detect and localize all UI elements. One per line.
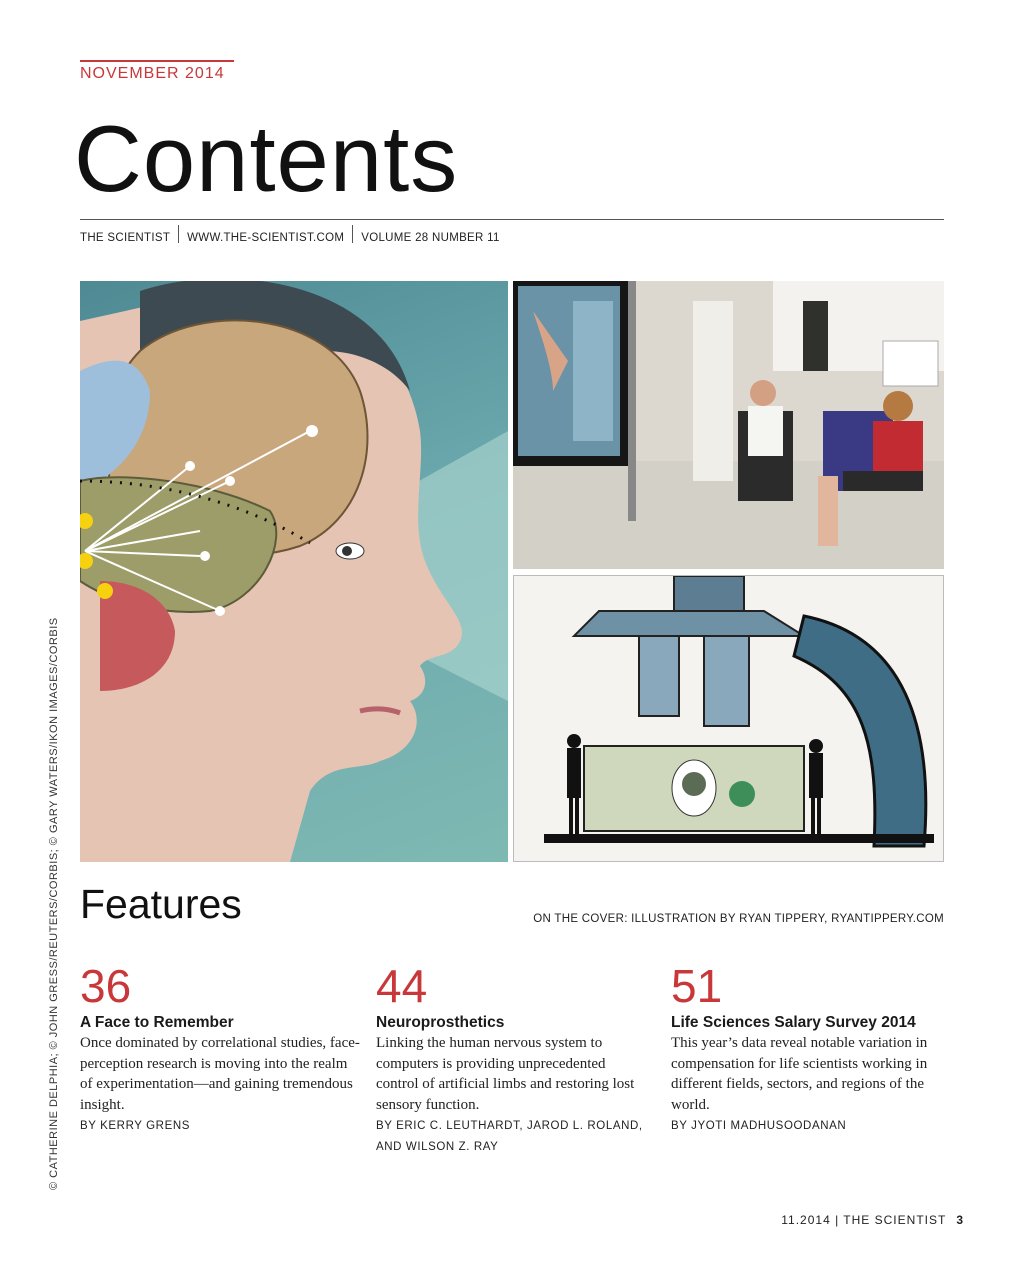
feature-title[interactable]: A Face to Remember <box>80 1014 234 1031</box>
cover-illustration-microscope <box>513 575 944 862</box>
page-number: 3 <box>956 1213 964 1227</box>
feature-item[interactable] <box>80 960 360 1137</box>
features-heading: Features <box>80 881 242 927</box>
cover-illustration-face <box>80 281 508 862</box>
feature-page-number: 51 <box>671 960 723 1012</box>
masthead-magazine: THE SCIENTIST <box>80 232 171 244</box>
photo-credit: © CATHERINE DELPHIA; © JOHN GRESS/REUTERS/CORBIS; © GARY WATERS/IKON IMAGES/CORBIS <box>48 617 60 1190</box>
feature-byline: BY JYOTI MADHUSOODANAN <box>671 1120 847 1132</box>
masthead <box>80 229 500 247</box>
feature-item[interactable] <box>671 960 941 1137</box>
feature-title[interactable]: Life Sciences Salary Survey 2014 <box>671 1014 916 1031</box>
page-footer <box>781 1213 964 1227</box>
footer-text: 11.2014 | THE SCIENTIST <box>781 1213 947 1227</box>
masthead-divider <box>352 225 353 243</box>
feature-page-number: 36 <box>80 960 132 1012</box>
cover-photo-lab <box>513 281 944 569</box>
cover-credit: ON THE COVER: ILLUSTRATION BY RYAN TIPPERY, RYANTIPPERY.COM <box>533 913 944 925</box>
masthead-divider <box>178 225 179 243</box>
feature-page-number: 44 <box>376 960 428 1012</box>
page-title: Contents <box>74 106 459 211</box>
feature-description: Once dominated by correlational studies, face-perception research is moving into the realm of experimentation—and gaining tremendous insight. <box>80 1035 360 1113</box>
feature-item[interactable] <box>376 960 646 1157</box>
masthead-volume: VOLUME 28 NUMBER 11 <box>361 232 500 244</box>
feature-byline: BY KERRY GRENS <box>80 1120 191 1132</box>
masthead-website: WWW.THE-SCIENTIST.COM <box>187 232 345 244</box>
feature-title[interactable]: Neuroprosthetics <box>376 1014 505 1031</box>
masthead-rule <box>80 219 944 220</box>
issue-date: NOVEMBER 2014 <box>80 65 225 82</box>
feature-description: This year’s data reveal notable variation in compensation for life scientists working in different fields, sectors, and regions of the world. <box>671 1035 928 1113</box>
feature-description: Linking the human nervous system to computers is providing unprecedented control of artificial limbs and restoring lost sensory function. <box>376 1035 635 1113</box>
top-accent-rule <box>80 60 234 62</box>
feature-byline: BY ERIC C. LEUTHARDT, JAROD L. ROLAND, AND WILSON Z. RAY <box>376 1120 643 1153</box>
